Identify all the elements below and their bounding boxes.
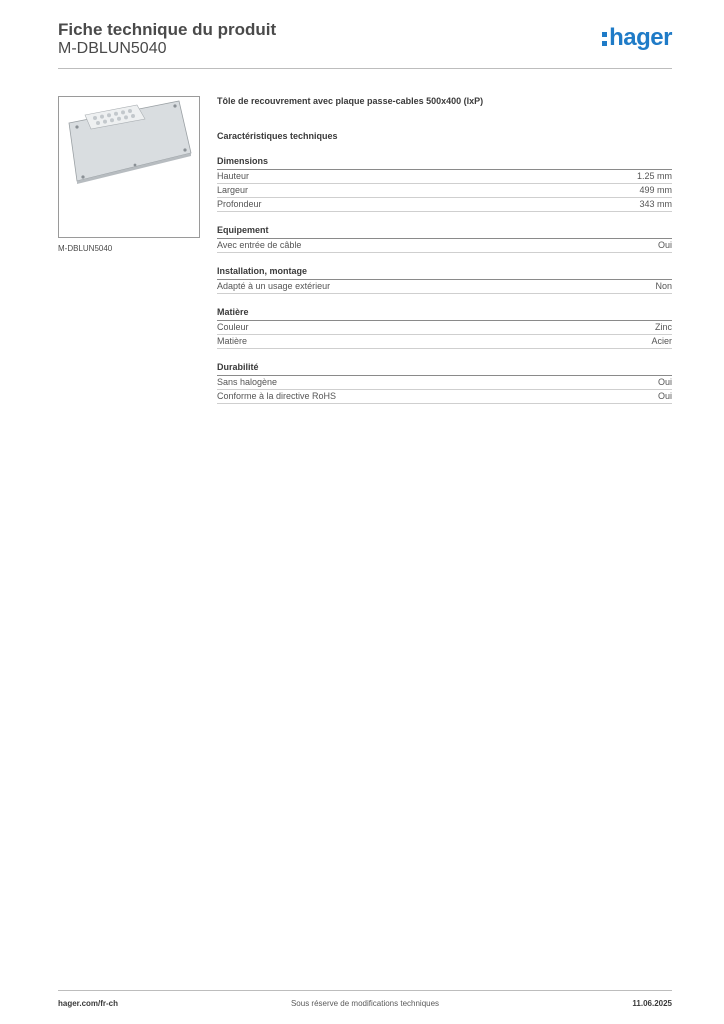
page-header [58,20,672,69]
spec-label: Matière [217,336,248,346]
spec-group-matiere [217,307,672,349]
footer-date: 11.06.2025 [632,999,672,1008]
technical-content [217,96,672,417]
spec-value: Acier [651,336,672,346]
spec-value: 1.25 mm [636,171,672,181]
spec-row [217,335,672,349]
spec-value: Non [655,281,672,291]
spec-row [217,198,672,212]
spec-group-durabilite [217,362,672,404]
spec-value: 343 mm [639,199,672,209]
product-reference: M-DBLUN5040 [58,40,167,57]
spec-value: Oui [657,377,672,387]
logo-text: hager [609,24,672,51]
spec-group-dimensions [217,156,672,212]
cover-plate-with-cable-gland-image [58,96,200,238]
spec-value: Zinc [654,322,672,332]
spec-label: Couleur [217,322,249,332]
group-title: Dimensions [217,156,672,170]
group-title: Equipement [217,225,672,239]
spec-label: Adapté à un usage extérieur [217,281,331,291]
spec-row [217,376,672,390]
hager-logo [602,24,672,54]
spec-value: Oui [657,391,672,401]
spec-label: Largeur [217,185,249,195]
document-title: Fiche technique du produit [58,20,277,39]
spec-row [217,390,672,404]
group-title: Durabilité [217,362,672,376]
product-description: Tôle de recouvrement avec plaque passe-cables 500x400 (lxP) [217,96,484,106]
footer-notice: Sous réserve de modifications techniques [290,999,440,1008]
spec-label: Hauteur [217,171,250,181]
spec-label: Profondeur [217,199,262,209]
product-illustration-icon [59,97,199,237]
spec-row [217,321,672,335]
spec-value: Oui [657,240,672,250]
footer-website-link[interactable]: hager.com/fr-ch [58,999,119,1008]
spec-label: Sans halogène [217,377,278,387]
spec-row [217,239,672,253]
spec-row [217,184,672,198]
spec-row [217,170,672,184]
group-title: Installation, montage [217,266,672,280]
spec-group-equipement [217,225,672,253]
group-title: Matière [217,307,672,321]
spec-row [217,280,672,294]
image-caption: M-DBLUN5040 [58,244,113,253]
spec-group-installation [217,266,672,294]
logo-colon-icon [602,24,607,46]
page-footer [58,990,672,1017]
section-title: Caractéristiques techniques [217,131,338,141]
spec-label: Avec entrée de câble [217,240,302,250]
spec-label: Conforme à la directive RoHS [217,391,337,401]
spec-value: 499 mm [639,185,672,195]
